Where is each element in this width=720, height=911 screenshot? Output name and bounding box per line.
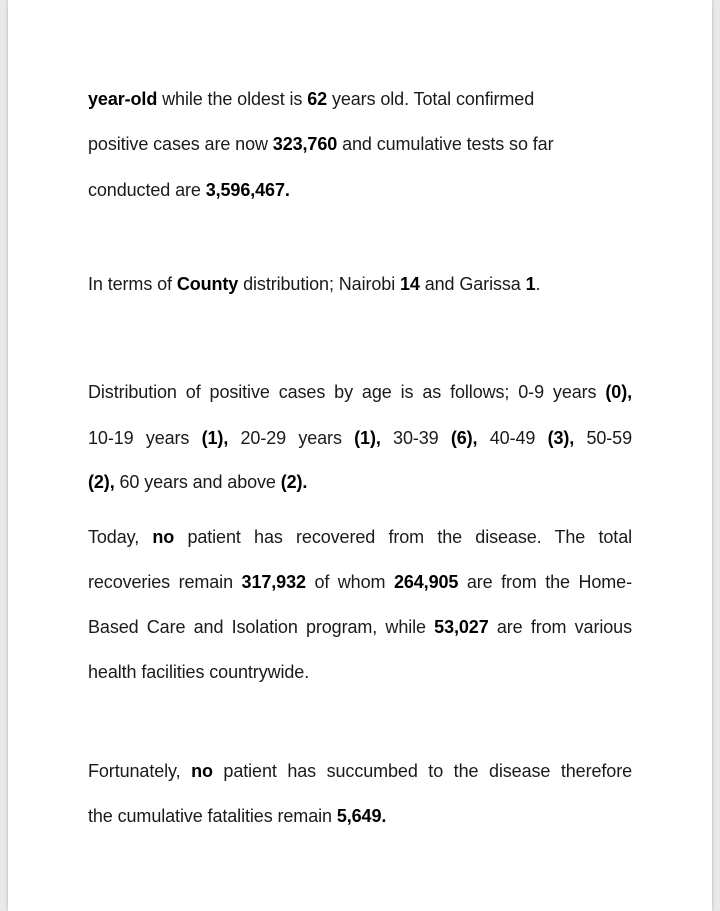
text-span: are from the Home-	[458, 572, 632, 592]
document-page	[8, 0, 712, 911]
bold-text: (1),	[201, 428, 229, 448]
bold-text: no	[191, 761, 213, 781]
text-span: Today,	[88, 527, 153, 547]
bold-text: 323,760	[272, 134, 338, 154]
text-span: 20-29 years	[228, 428, 355, 448]
text-span: positive cases are now	[88, 134, 273, 154]
text-span: and Garissa	[419, 274, 526, 294]
bold-text: County	[176, 274, 239, 294]
bold-text: 3,596,467.	[205, 180, 290, 200]
text-span: 50-59	[574, 428, 633, 448]
bold-text: (6),	[450, 428, 478, 448]
bold-text: 5,649.	[336, 806, 387, 826]
text-span: 10-19 years	[88, 428, 202, 448]
bold-text: 264,905	[393, 572, 459, 592]
bold-text: year-old	[88, 89, 158, 109]
bold-text: 62	[307, 89, 328, 109]
bold-text: 1	[525, 274, 536, 294]
bold-text: (1),	[354, 428, 381, 448]
text-span: patient has succumbed to the disease therefore	[212, 761, 632, 781]
text-line	[88, 616, 632, 638]
text-span: the cumulative fatalities remain	[88, 806, 337, 826]
text-span: patient has recovered from the disease. The total	[174, 527, 632, 547]
text-line	[88, 526, 632, 548]
text-span: In terms of	[88, 274, 177, 294]
text-span: recoveries remain	[88, 572, 242, 592]
bold-text: (3),	[547, 428, 575, 448]
text-span: Fortunately,	[88, 761, 192, 781]
bold-text: (2),	[88, 472, 115, 492]
text-line	[88, 760, 632, 782]
text-span: 30-39	[380, 428, 451, 448]
text-line	[88, 427, 632, 449]
text-span: .	[535, 274, 541, 294]
text-span: are from various	[488, 617, 632, 637]
text-span: while the oldest is	[157, 89, 308, 109]
text-line	[88, 133, 553, 155]
text-span: years old. Total confirmed	[327, 89, 535, 109]
text-span: Distribution of positive cases by age is as follows; 0-9 years	[88, 382, 606, 402]
text-line	[88, 805, 386, 827]
bold-text: (2).	[280, 472, 308, 492]
text-line	[88, 273, 540, 295]
text-span: conducted are	[88, 180, 206, 200]
text-span: health facilities countrywide.	[88, 662, 310, 682]
bold-text: (0),	[605, 382, 632, 402]
bold-text: 14	[400, 274, 420, 294]
text-span: of whom	[305, 572, 394, 592]
bold-text: 53,027	[434, 617, 489, 637]
text-line	[88, 88, 534, 110]
text-span: 40-49	[477, 428, 548, 448]
text-line	[88, 179, 290, 201]
text-span: 60 years and above	[114, 472, 281, 492]
text-span: distribution; Nairobi	[238, 274, 400, 294]
bold-text: no	[152, 527, 175, 547]
bold-text: 317,932	[241, 572, 306, 592]
text-line	[88, 571, 632, 593]
text-span: Based Care and Isolation program, while	[88, 617, 435, 637]
text-line	[88, 471, 307, 493]
text-line	[88, 381, 632, 403]
text-line	[88, 661, 309, 683]
text-span: and cumulative tests so far	[337, 134, 554, 154]
